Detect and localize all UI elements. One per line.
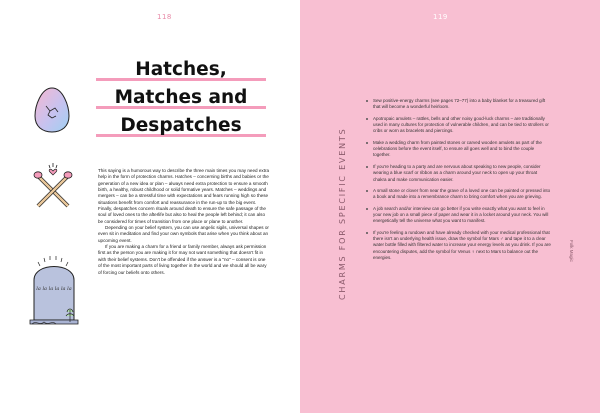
- left-body-text: [98, 168, 270, 276]
- list-item: Apotropaic amulets – rattles, bells and other noisy good-luck charms – are traditionally used in many cultures for protection of vulnerable children, and can be tied to strollers or cribs or worn as bracelets and piercings.: [366, 116, 551, 135]
- list-item: If you're heading to a party and are nervous about speaking to new people, consider wearing a blue scarf or ribbon as a charm around your neck to open up your throat chakra and make communication easier.: [366, 164, 551, 183]
- section-heading-vertical: CHARMS FOR SPECIFIC EVENTS: [338, 127, 347, 300]
- title-line-2: Matches and: [96, 86, 266, 110]
- gravestone-icon: [26, 250, 82, 328]
- body-paragraph: Depending on your belief system, you can use angelic sigils, universal shapes or even sit in meditation and find your own symbols that arise when you think about an upcoming event.: [98, 225, 269, 243]
- list-item: Sew positive-energy charms (see pages 72–77) into a baby blanket for a treasured gift that will become a wonderful heirloom.: [366, 98, 551, 111]
- list-item: If you're feeling a rundown and have already checked with your medical professional that there isn't an underlying health issue, draw the symbol for Mars ♂ and tape it to a clear water bottle filled with filtered water to increase your energy levels as you drink. If you are encountering disputes, add the symbol for Venus ♀ next to Mars to balance out the energies.: [366, 230, 551, 261]
- list-item: Make a wedding charm from painted stones or carved wooden amulets as part of the celebrations before the event itself, to ensure all goes well and to bind the couple together.: [366, 140, 551, 159]
- list-item: A small stone or clover from near the grave of a loved one can be painted or pressed into a book and made into a remembrance charm to bring comfort when you are grieving.: [366, 188, 551, 201]
- crossed-matches-icon: [30, 158, 76, 210]
- list-item: A job search and/or interview can go better if you write exactly what you want to feel in your new job on a small piece of paper and wear it in a locket around your neck. You will energetically tell the universe what you want to manifest.: [366, 206, 551, 225]
- body-paragraph: If you are making a charm for a friend or family member, always ask permission first as the person you are making it for may not want something that doesn't fit in with their belief systems. Don't be offended if the answer is a "no" – consent is one of the most important parts of living together in the world and we should all be wary of forcing our beliefs onto others.: [98, 244, 267, 275]
- cracked-egg-icon: [33, 86, 71, 134]
- side-running-head: Folk Magic: [569, 240, 574, 262]
- left-page-number: 118: [157, 13, 172, 21]
- gravestone-text: la la la la la la: [36, 286, 72, 292]
- body-paragraph: This saying is a humorous way to describe the three main times you may need extra help in the form of protection charms. Hatches – concerning births and babies or the generation of a new idea or plan – always need extra protection to ensure a smooth birth, a healthy, robust childhood or solid formative years. Matches – weddings and mergers – can be a stressful time with expectations and fears running high so these situations benefit from comfort and reassurance in the run-up to the big event. Finally, despatches concern rituals around death to ensure the safe passage of the soul of loved ones to the afterlife but also to heal the people left behind; it can also be considered for times of transition from one place or plane to another.: [98, 168, 270, 224]
- title-line-3: Despatches: [96, 114, 266, 138]
- title-line-1: Hatches,: [96, 58, 266, 82]
- charm-list: [366, 98, 551, 267]
- right-page-number: 119: [433, 13, 448, 21]
- page-title: [96, 58, 266, 142]
